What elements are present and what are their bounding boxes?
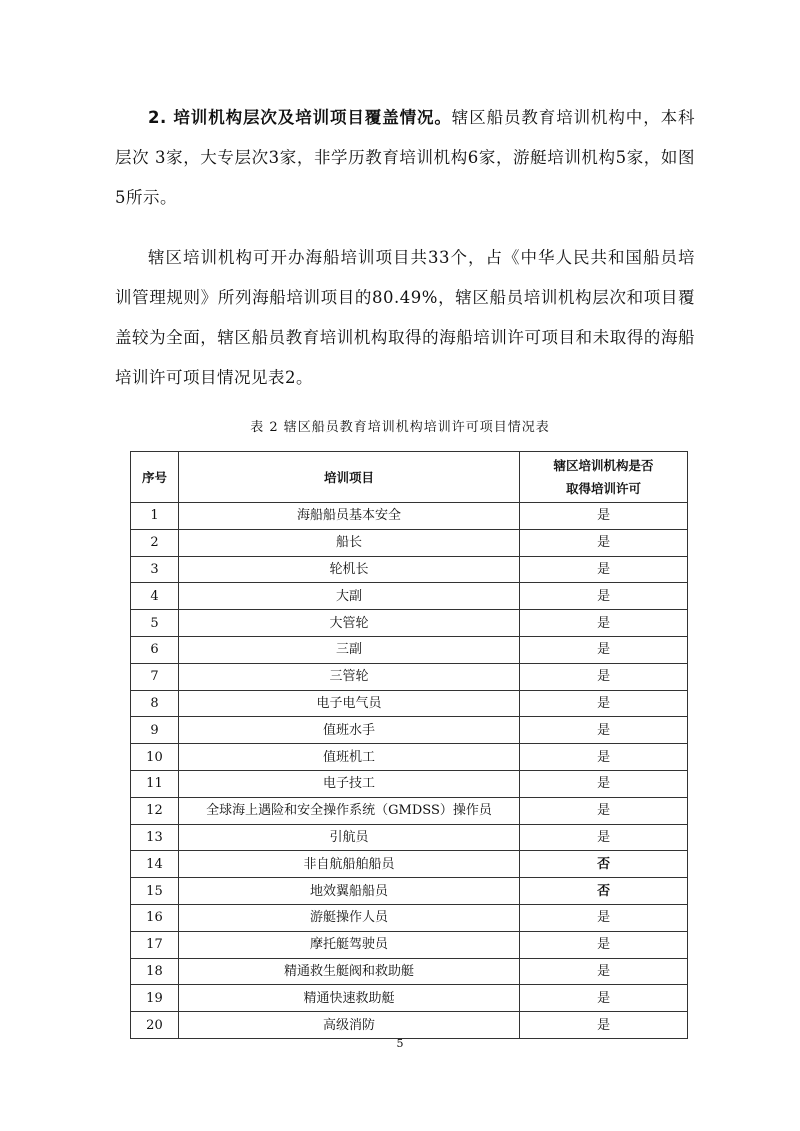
table-row bbox=[131, 583, 688, 610]
cell-serial-number: 4 bbox=[131, 583, 179, 610]
cell-training-item: 值班机工 bbox=[178, 744, 519, 771]
cell-serial-number: 13 bbox=[131, 824, 179, 851]
cell-serial-number: 19 bbox=[131, 985, 179, 1012]
cell-training-item: 精通救生艇阀和救助艇 bbox=[178, 958, 519, 985]
cell-permit-status: 是 bbox=[520, 636, 688, 663]
cell-permit-status: 是 bbox=[520, 824, 688, 851]
cell-training-item: 值班水手 bbox=[178, 717, 519, 744]
cell-permit-status: 是 bbox=[520, 503, 688, 530]
table-row bbox=[131, 636, 688, 663]
cell-permit-status: 是 bbox=[520, 663, 688, 690]
table-body bbox=[131, 503, 688, 1039]
cell-serial-number: 15 bbox=[131, 878, 179, 905]
table-caption: 表 2 辖区船员教育培训机构培训许可项目情况表 bbox=[250, 420, 550, 435]
cell-training-item: 电子技工 bbox=[178, 770, 519, 797]
cell-permit-status: 是 bbox=[520, 744, 688, 771]
paragraph-lead-heading: 2. 培训机构层次及培训项目覆盖情况。 bbox=[148, 108, 452, 127]
cell-training-item: 摩托艇驾驶员 bbox=[178, 931, 519, 958]
cell-permit-status: 是 bbox=[520, 931, 688, 958]
cell-permit-status: 是 bbox=[520, 690, 688, 717]
cell-serial-number: 7 bbox=[131, 663, 179, 690]
cell-training-item: 船长 bbox=[178, 529, 519, 556]
cell-serial-number: 16 bbox=[131, 904, 179, 931]
table-row bbox=[131, 851, 688, 878]
cell-permit-status: 是 bbox=[520, 770, 688, 797]
cell-training-item: 高级消防 bbox=[178, 1012, 519, 1039]
cell-serial-number: 18 bbox=[131, 958, 179, 985]
cell-permit-status: 是 bbox=[520, 797, 688, 824]
cell-permit-status: 是 bbox=[520, 958, 688, 985]
header-training-item: 培训项目 bbox=[178, 452, 519, 503]
cell-serial-number: 3 bbox=[131, 556, 179, 583]
cell-permit-status: 是 bbox=[520, 1012, 688, 1039]
cell-permit-status: 是 bbox=[520, 556, 688, 583]
cell-serial-number: 1 bbox=[131, 503, 179, 530]
cell-serial-number: 17 bbox=[131, 931, 179, 958]
cell-training-item: 海船船员基本安全 bbox=[178, 503, 519, 530]
table-row bbox=[131, 904, 688, 931]
cell-training-item: 引航员 bbox=[178, 824, 519, 851]
table-row bbox=[131, 958, 688, 985]
cell-training-item: 电子电气员 bbox=[178, 690, 519, 717]
header-serial-number: 序号 bbox=[131, 452, 179, 503]
cell-serial-number: 14 bbox=[131, 851, 179, 878]
cell-permit-status: 是 bbox=[520, 985, 688, 1012]
table-row bbox=[131, 690, 688, 717]
cell-serial-number: 12 bbox=[131, 797, 179, 824]
paragraph-training-levels bbox=[115, 98, 695, 218]
table-row bbox=[131, 878, 688, 905]
cell-training-item: 轮机长 bbox=[178, 556, 519, 583]
table-row bbox=[131, 931, 688, 958]
table-row bbox=[131, 717, 688, 744]
header-permit-status-label: 辖区培训机构是否取得培训许可 bbox=[553, 458, 654, 496]
table-row bbox=[131, 610, 688, 637]
cell-permit-status: 是 bbox=[520, 583, 688, 610]
cell-training-item: 大副 bbox=[178, 583, 519, 610]
cell-serial-number: 20 bbox=[131, 1012, 179, 1039]
table-row bbox=[131, 529, 688, 556]
cell-training-item: 游艇操作人员 bbox=[178, 904, 519, 931]
cell-permit-status: 否 bbox=[520, 878, 688, 905]
cell-serial-number: 8 bbox=[131, 690, 179, 717]
training-permit-table bbox=[130, 451, 688, 1039]
cell-training-item: 地效翼船船员 bbox=[178, 878, 519, 905]
cell-training-item: 精通快速救助艇 bbox=[178, 985, 519, 1012]
cell-serial-number: 6 bbox=[131, 636, 179, 663]
table-row bbox=[131, 556, 688, 583]
paragraph-training-coverage: 辖区培训机构可开办海船培训项目共33个，占《中华人民共和国船员培训管理规则》所列海船培训项目的80.49%，辖区船员培训机构层次和项目覆盖较为全面，辖区船员教育培训机构取得的海船培训许可项目和未取得的海船培训许可项目情况见表2。 bbox=[115, 248, 695, 387]
table-row bbox=[131, 770, 688, 797]
table-row bbox=[131, 744, 688, 771]
table-row bbox=[131, 824, 688, 851]
cell-permit-status: 是 bbox=[520, 904, 688, 931]
cell-serial-number: 2 bbox=[131, 529, 179, 556]
paragraph-body: 辖区船员教育培训机构中，本科层次 3家，大专层次3家，非学历教育培训机构6家，游艇培训机构5家，如图5所示。 bbox=[115, 108, 695, 207]
table-header-row bbox=[131, 452, 688, 503]
cell-serial-number: 11 bbox=[131, 770, 179, 797]
table-row bbox=[131, 797, 688, 824]
page-number: 5 bbox=[396, 1037, 404, 1050]
table-row bbox=[131, 663, 688, 690]
cell-serial-number: 5 bbox=[131, 610, 179, 637]
cell-serial-number: 10 bbox=[131, 744, 179, 771]
table-row bbox=[131, 1012, 688, 1039]
cell-training-item: 三管轮 bbox=[178, 663, 519, 690]
cell-serial-number: 9 bbox=[131, 717, 179, 744]
cell-permit-status: 是 bbox=[520, 717, 688, 744]
cell-training-item: 全球海上遇险和安全操作系统（GMDSS）操作员 bbox=[178, 797, 519, 824]
cell-permit-status: 是 bbox=[520, 610, 688, 637]
cell-training-item: 三副 bbox=[178, 636, 519, 663]
header-permit-status bbox=[520, 452, 688, 503]
cell-permit-status: 否 bbox=[520, 851, 688, 878]
cell-training-item: 大管轮 bbox=[178, 610, 519, 637]
cell-permit-status: 是 bbox=[520, 529, 688, 556]
table-row bbox=[131, 985, 688, 1012]
table-row bbox=[131, 503, 688, 530]
cell-training-item: 非自航船舶船员 bbox=[178, 851, 519, 878]
